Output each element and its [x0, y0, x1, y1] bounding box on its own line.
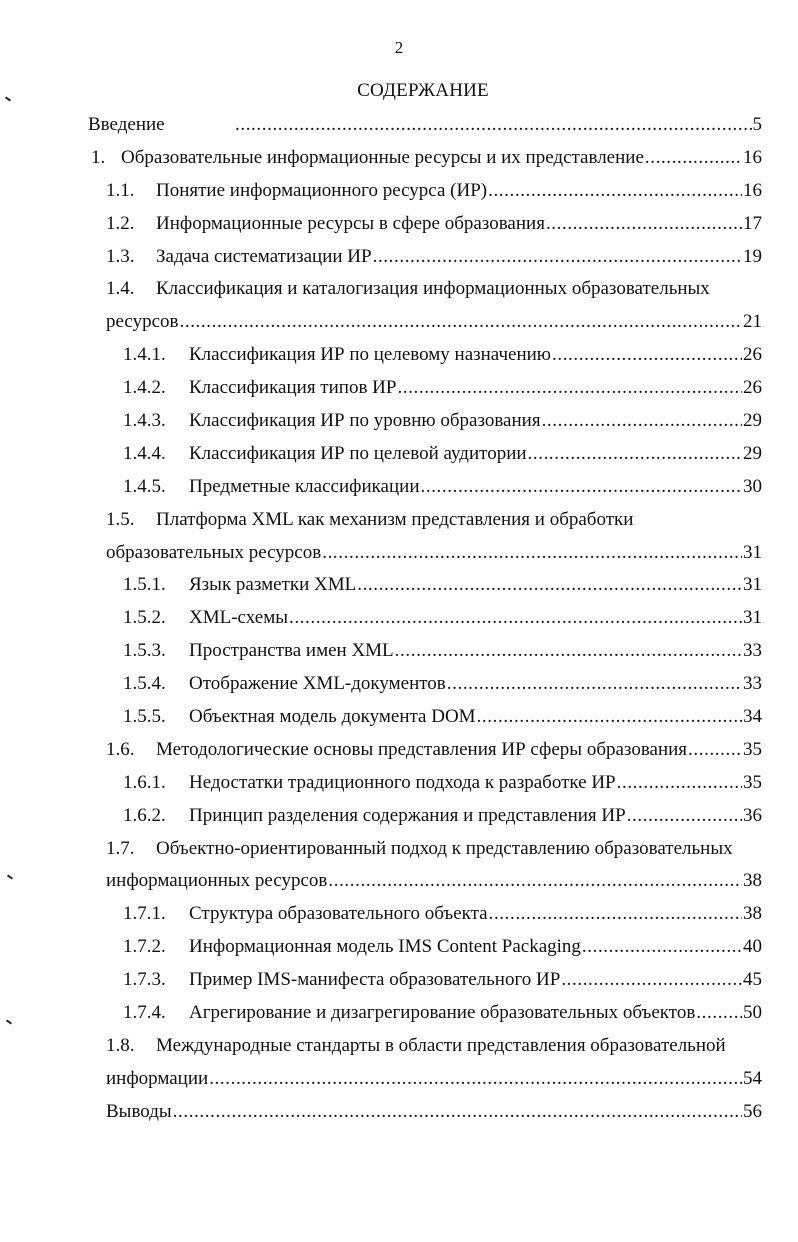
toc-entry-text: Платформа XML как механизм представления и обработки: [156, 508, 634, 530]
toc-entry-text: XML-схемы: [189, 607, 288, 629]
toc-entry-row: [123, 704, 762, 730]
toc-page-number: 5: [752, 114, 762, 135]
toc-entry: [88, 1033, 762, 1066]
toc-entry-number: 1.5.2.: [123, 607, 166, 629]
toc-page-number: 50: [743, 1002, 762, 1024]
toc-leader-dots: [357, 572, 742, 598]
toc-page-number: 33: [743, 673, 762, 695]
toc-leader-dots: [688, 737, 742, 763]
toc-entry: [88, 836, 762, 869]
toc-entry-row: [106, 1099, 762, 1125]
toc-entry-text: Структура образовательного объекта: [189, 903, 488, 925]
toc-entry-text: Отображение XML-документов: [189, 673, 446, 695]
toc-entry-row: [123, 901, 762, 927]
toc-entry-number: 1.2.: [106, 212, 135, 234]
toc-entry-continuation: [88, 540, 762, 573]
toc-entry-text: информационных ресурсов: [106, 870, 328, 892]
toc-page-number: 30: [743, 475, 762, 497]
toc-entry-text: Классификация ИР по целевой аудитории: [189, 442, 527, 464]
toc-leader-dots: [397, 375, 742, 401]
toc-entry-text: информации: [106, 1067, 209, 1089]
toc-entry-text: Классификация и каталогизация информационных образовательных: [156, 278, 710, 300]
toc-entry-number: 1.4.: [106, 278, 135, 300]
toc-entry-text: Предметные классификации: [189, 475, 420, 497]
toc-page-number: 29: [743, 410, 762, 432]
toc-page-number: 19: [743, 245, 762, 267]
toc-entry-text: ресурсов: [106, 311, 179, 333]
toc-page-number: 31: [743, 574, 762, 596]
toc-entry-row: [106, 836, 762, 862]
toc-entry-number: 1.4.2.: [123, 377, 166, 399]
toc-entry-text: Пример IMS-манифеста образовательного ИР: [189, 969, 561, 991]
toc-entry-number: 1.4.4.: [123, 442, 166, 464]
toc-entry: [88, 507, 762, 540]
toc-entry-row: [106, 309, 762, 335]
toc-entry-number: 1.3.: [106, 245, 135, 267]
toc-entry-row: [123, 967, 762, 993]
toc-leader-dots: [582, 934, 742, 960]
toc-entry: [88, 901, 762, 934]
toc-entry-row: [123, 638, 762, 664]
toc-leader-dots: [209, 1066, 742, 1092]
toc-entry: [88, 605, 762, 638]
toc-page-number: 31: [743, 541, 762, 563]
toc-page-number: 45: [743, 969, 762, 991]
toc-page-number: 21: [743, 311, 762, 333]
toc-entry-continuation: [88, 309, 762, 342]
toc-leader-dots: [489, 901, 742, 927]
toc-entry: [88, 112, 762, 145]
toc-page-number: 26: [743, 344, 762, 366]
scan-artifact-mark: [6, 1019, 12, 1024]
toc-entry-text: Пространства имен XML: [189, 640, 394, 662]
toc-entry-row: [106, 1033, 762, 1059]
toc-entry-number: 1.7.2.: [123, 936, 166, 958]
toc-page-number: 38: [743, 870, 762, 892]
toc-leader-dots: [180, 309, 743, 335]
toc-entry-number: 1.7.: [106, 837, 135, 859]
toc-entry-number: 1.4.5.: [123, 475, 166, 497]
toc-entry-number: 1.5.5.: [123, 706, 166, 728]
toc-entry-text: Объектная модель документа DOM: [189, 706, 476, 728]
toc-entry-text: Образовательные информационные ресурсы и их представление: [121, 146, 644, 168]
toc-entry-row: [123, 770, 762, 796]
toc-leader-dots: [552, 342, 742, 368]
toc-entry-number: 1.5.4.: [123, 673, 166, 695]
toc-entry-row: [123, 605, 762, 631]
toc-entry-row: [106, 276, 762, 302]
toc-entry-row: [106, 211, 762, 237]
toc-leader-dots: [488, 178, 742, 204]
toc-page-number: 33: [743, 640, 762, 662]
toc-page-number: 35: [743, 771, 762, 793]
toc-entry-number: 1.6.2.: [123, 804, 166, 826]
toc-entry-number: 1.6.1.: [123, 771, 166, 793]
toc-leader-dots: [328, 868, 742, 894]
toc-entry: [88, 737, 762, 770]
toc-entry-continuation: [88, 1066, 762, 1099]
toc-entry: [88, 276, 762, 309]
toc-entry-row: [123, 342, 762, 368]
toc-leader-dots: [173, 1099, 742, 1125]
toc-entry: [88, 211, 762, 244]
toc-entry: [88, 408, 762, 441]
toc-entry-row: [106, 178, 762, 204]
toc-entry-number: 1.7.3.: [123, 969, 166, 991]
toc-entry-text: Информационные ресурсы в сфере образования: [156, 212, 545, 234]
toc-entry-number: 1.5.1.: [123, 574, 166, 596]
toc-entry-text: Методологические основы представления ИР сферы образования: [156, 738, 688, 760]
toc-entry: [88, 375, 762, 408]
toc-leader-dots: [696, 1000, 742, 1026]
toc-page-number: 36: [743, 804, 762, 826]
toc-entry-text: Задача систематизации ИР: [156, 245, 372, 267]
page-number: 2: [394, 38, 404, 57]
toc-page-number: 40: [743, 936, 762, 958]
toc-entry-row: [123, 572, 762, 598]
toc-entry: [88, 1000, 762, 1033]
toc-entry-row: [123, 1000, 762, 1026]
toc-page-number: 31: [743, 607, 762, 629]
toc-entry-row: [123, 474, 762, 500]
toc-entry: [88, 145, 762, 178]
toc-page-number: 38: [743, 903, 762, 925]
toc-page-number: 17: [743, 212, 762, 234]
toc-entry-row: [123, 671, 762, 697]
toc-entry-text: Объектно-ориентированный подход к представлению образовательных: [156, 837, 733, 859]
toc-entry-text: Введение: [88, 114, 165, 135]
toc-entry-row: [106, 737, 762, 763]
table-of-contents: [88, 112, 762, 1132]
toc-entry: [88, 770, 762, 803]
toc-entry-text: Классификация ИР по уровню образования: [189, 410, 541, 432]
toc-leader-dots: [617, 770, 742, 796]
toc-entry-text: Агрегирование и дизагрегирование образовательных объектов: [189, 1002, 696, 1024]
toc-entry-text: Принцип разделения содержания и представления ИР: [189, 804, 626, 826]
toc-leader-dots: [235, 112, 752, 138]
toc-entry-number: 1.8.: [106, 1034, 135, 1056]
toc-entry-text: Понятие информационного ресурса (ИР): [156, 179, 488, 201]
toc-leader-dots: [373, 244, 742, 270]
toc-entry-number: 1.6.: [106, 738, 135, 760]
toc-leader-dots: [395, 638, 742, 664]
toc-entry: [88, 1099, 762, 1132]
toc-entry: [88, 704, 762, 737]
toc-leader-dots: [645, 145, 742, 171]
toc-entry-number: 1.: [91, 146, 106, 168]
toc-entry-number: 1.7.4.: [123, 1002, 166, 1024]
toc-entry-number: 1.1.: [106, 179, 135, 201]
toc-entry-text: Международные стандарты в области представления образовательной: [156, 1034, 726, 1056]
toc-leader-dots: [421, 474, 743, 500]
toc-leader-dots: [561, 967, 742, 993]
toc-entry: [88, 803, 762, 836]
toc-page-number: 34: [743, 706, 762, 728]
toc-entry-text: Недостатки традиционного подхода к разработке ИР: [189, 771, 616, 793]
toc-entry: [88, 638, 762, 671]
toc-leader-dots: [546, 211, 742, 237]
toc-page-number: 56: [743, 1100, 762, 1122]
toc-leader-dots: [627, 803, 742, 829]
toc-entry: [88, 178, 762, 211]
toc-entry-text: Классификация типов ИР: [189, 377, 397, 399]
scan-artifact-mark: [7, 874, 13, 879]
toc-entry: [88, 671, 762, 704]
toc-entry-text: Язык разметки XML: [189, 574, 357, 596]
toc-entry-row: [123, 934, 762, 960]
toc-entry-number: 1.4.1.: [123, 344, 166, 366]
toc-page-number: 16: [743, 179, 762, 201]
toc-entry-row: [106, 868, 762, 894]
toc-entry-row: [91, 145, 762, 171]
toc-entry: [88, 967, 762, 1000]
toc-entry-row: [123, 441, 762, 467]
toc-leader-dots: [542, 408, 742, 434]
toc-entry-text: Выводы: [106, 1100, 172, 1122]
toc-entry-text: Классификация ИР по целевому назначению: [189, 344, 551, 366]
toc-entry: [88, 441, 762, 474]
toc-entry-row: [123, 408, 762, 434]
toc-leader-dots: [322, 540, 742, 566]
toc-entry-row: [106, 507, 762, 533]
toc-page-number: 54: [743, 1067, 762, 1089]
toc-entry-number: 1.4.3.: [123, 410, 166, 432]
toc-page-number: 26: [743, 377, 762, 399]
toc-entry-row: [106, 244, 762, 270]
toc-entry: [88, 244, 762, 277]
toc-entry: [88, 474, 762, 507]
toc-entry-number: 1.5.3.: [123, 640, 166, 662]
toc-entry-text: Информационная модель IMS Content Packaging: [189, 936, 581, 958]
toc-title: СОДЕРЖАНИЕ: [357, 80, 489, 101]
toc-entry-continuation: [88, 868, 762, 901]
toc-entry-text: образовательных ресурсов: [106, 541, 322, 563]
toc-entry: [88, 572, 762, 605]
toc-entry-row: [88, 112, 762, 138]
toc-page-number: 35: [743, 738, 762, 760]
toc-entry: [88, 934, 762, 967]
toc-entry-row: [106, 540, 762, 566]
toc-entry: [88, 342, 762, 375]
toc-page-number: 29: [743, 442, 762, 464]
toc-entry-number: 1.5.: [106, 508, 135, 530]
toc-entry-row: [123, 375, 762, 401]
toc-leader-dots: [447, 671, 742, 697]
toc-leader-dots: [289, 605, 742, 631]
toc-entry-row: [123, 803, 762, 829]
toc-page-number: 16: [743, 146, 762, 168]
toc-leader-dots: [477, 704, 742, 730]
toc-leader-dots: [528, 441, 742, 467]
toc-entry-row: [106, 1066, 762, 1092]
toc-entry-number: 1.7.1.: [123, 903, 166, 925]
